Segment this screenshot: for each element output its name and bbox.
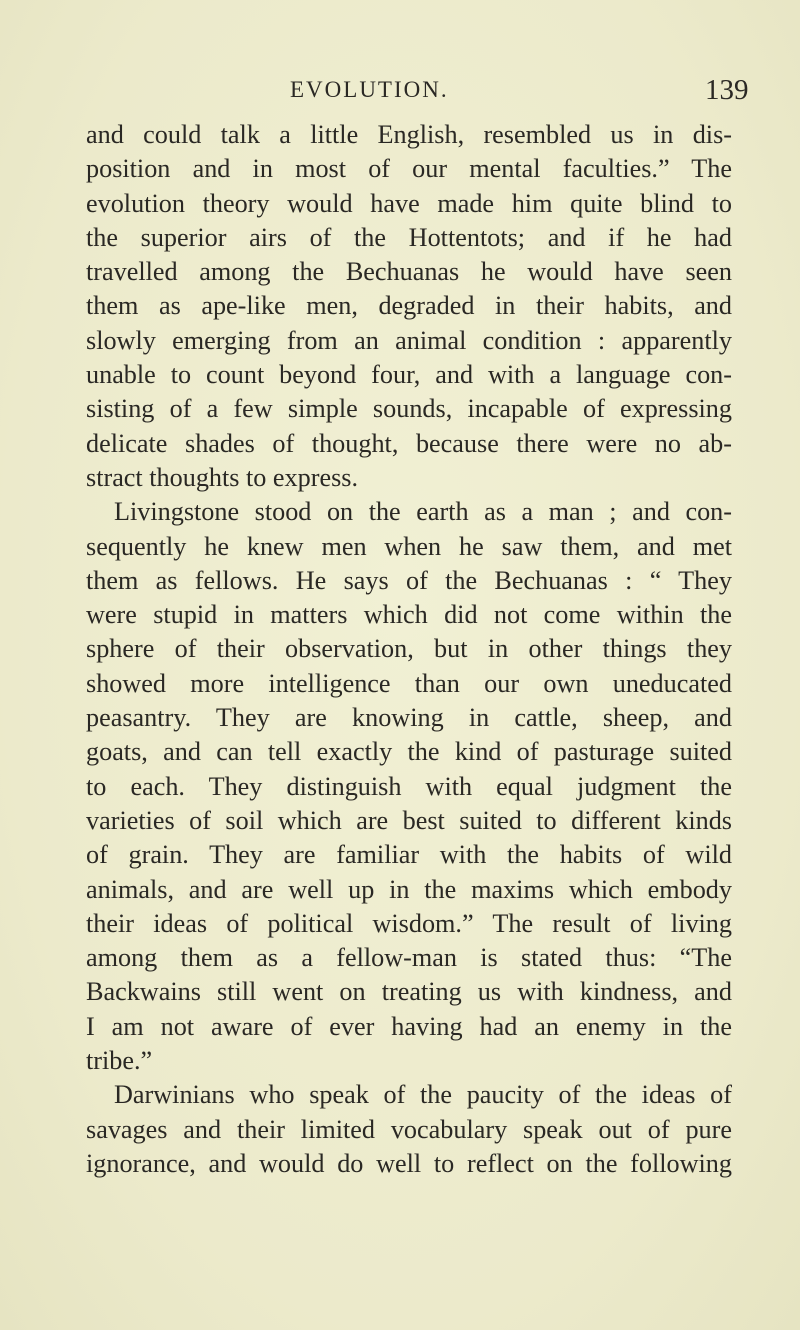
text-line: them as ape-like men, degraded in their habits, and — [86, 291, 732, 321]
text-line: their ideas of political wisdom.” The result of living — [86, 908, 732, 938]
text-line: Darwinians who speak of the paucity of the ideas of — [114, 1080, 732, 1110]
text-line: unable to count beyond four, and with a language con- — [86, 360, 732, 390]
text-line: peasantry. They are knowing in cattle, sheep, and — [86, 703, 732, 733]
text-line: delicate shades of thought, because there were no ab- — [86, 428, 732, 458]
text-line: sequently he knew men when he saw them, and met — [86, 531, 732, 561]
text-line: were stupid in matters which did not come within the — [86, 600, 732, 630]
page-number: 139 — [705, 74, 749, 106]
running-title: EVOLUTION. — [290, 77, 449, 102]
text-line: varieties of soil which are best suited to different kinds — [86, 805, 732, 835]
text-line: position and in most of our mental faculties.” The — [86, 154, 732, 184]
text-line: tribe.” — [86, 1046, 153, 1076]
text-line: sisting of a few simple sounds, incapable of expressing — [86, 394, 732, 424]
text-line: among them as a fellow-man is stated thus: “The — [86, 943, 732, 973]
text-line: of grain. They are familiar with the habits of wild — [86, 840, 732, 870]
text-line: Livingstone stood on the earth as a man ; and con- — [114, 497, 732, 527]
text-line: animals, and are well up in the maxims which embody — [86, 874, 732, 904]
text-line: travelled among the Bechuanas he would have seen — [86, 257, 732, 287]
text-line: I am not aware of ever having had an enemy in the — [86, 1011, 732, 1041]
text-line: goats, and can tell exactly the kind of pasturage suited — [86, 737, 732, 767]
body-text — [86, 118, 732, 1181]
text-line: slowly emerging from an animal condition : apparently — [86, 325, 732, 355]
text-line: the superior airs of the Hottentots; and if he had — [86, 222, 732, 252]
text-line: evolution theory would have made him quite blind to — [86, 188, 732, 218]
text-line: ignorance, and would do well to reflect on the following — [86, 1148, 732, 1178]
text-line: them as fellows. He says of the Bechuanas : “ They — [86, 565, 732, 595]
text-line: savages and their limited vocabulary speak out of pure — [86, 1114, 732, 1144]
text-line: sphere of their observation, but in other things they — [86, 634, 732, 664]
text-line: stract thoughts to express. — [86, 462, 359, 492]
text-line: Backwains still went on treating us with kindness, and — [86, 977, 732, 1007]
text-line: and could talk a little English, resembled us in dis- — [86, 120, 732, 149]
running-head — [0, 70, 800, 110]
text-line: to each. They distinguish with equal judgment the — [86, 771, 732, 801]
text-line: showed more intelligence than our own uneducated — [86, 668, 732, 698]
